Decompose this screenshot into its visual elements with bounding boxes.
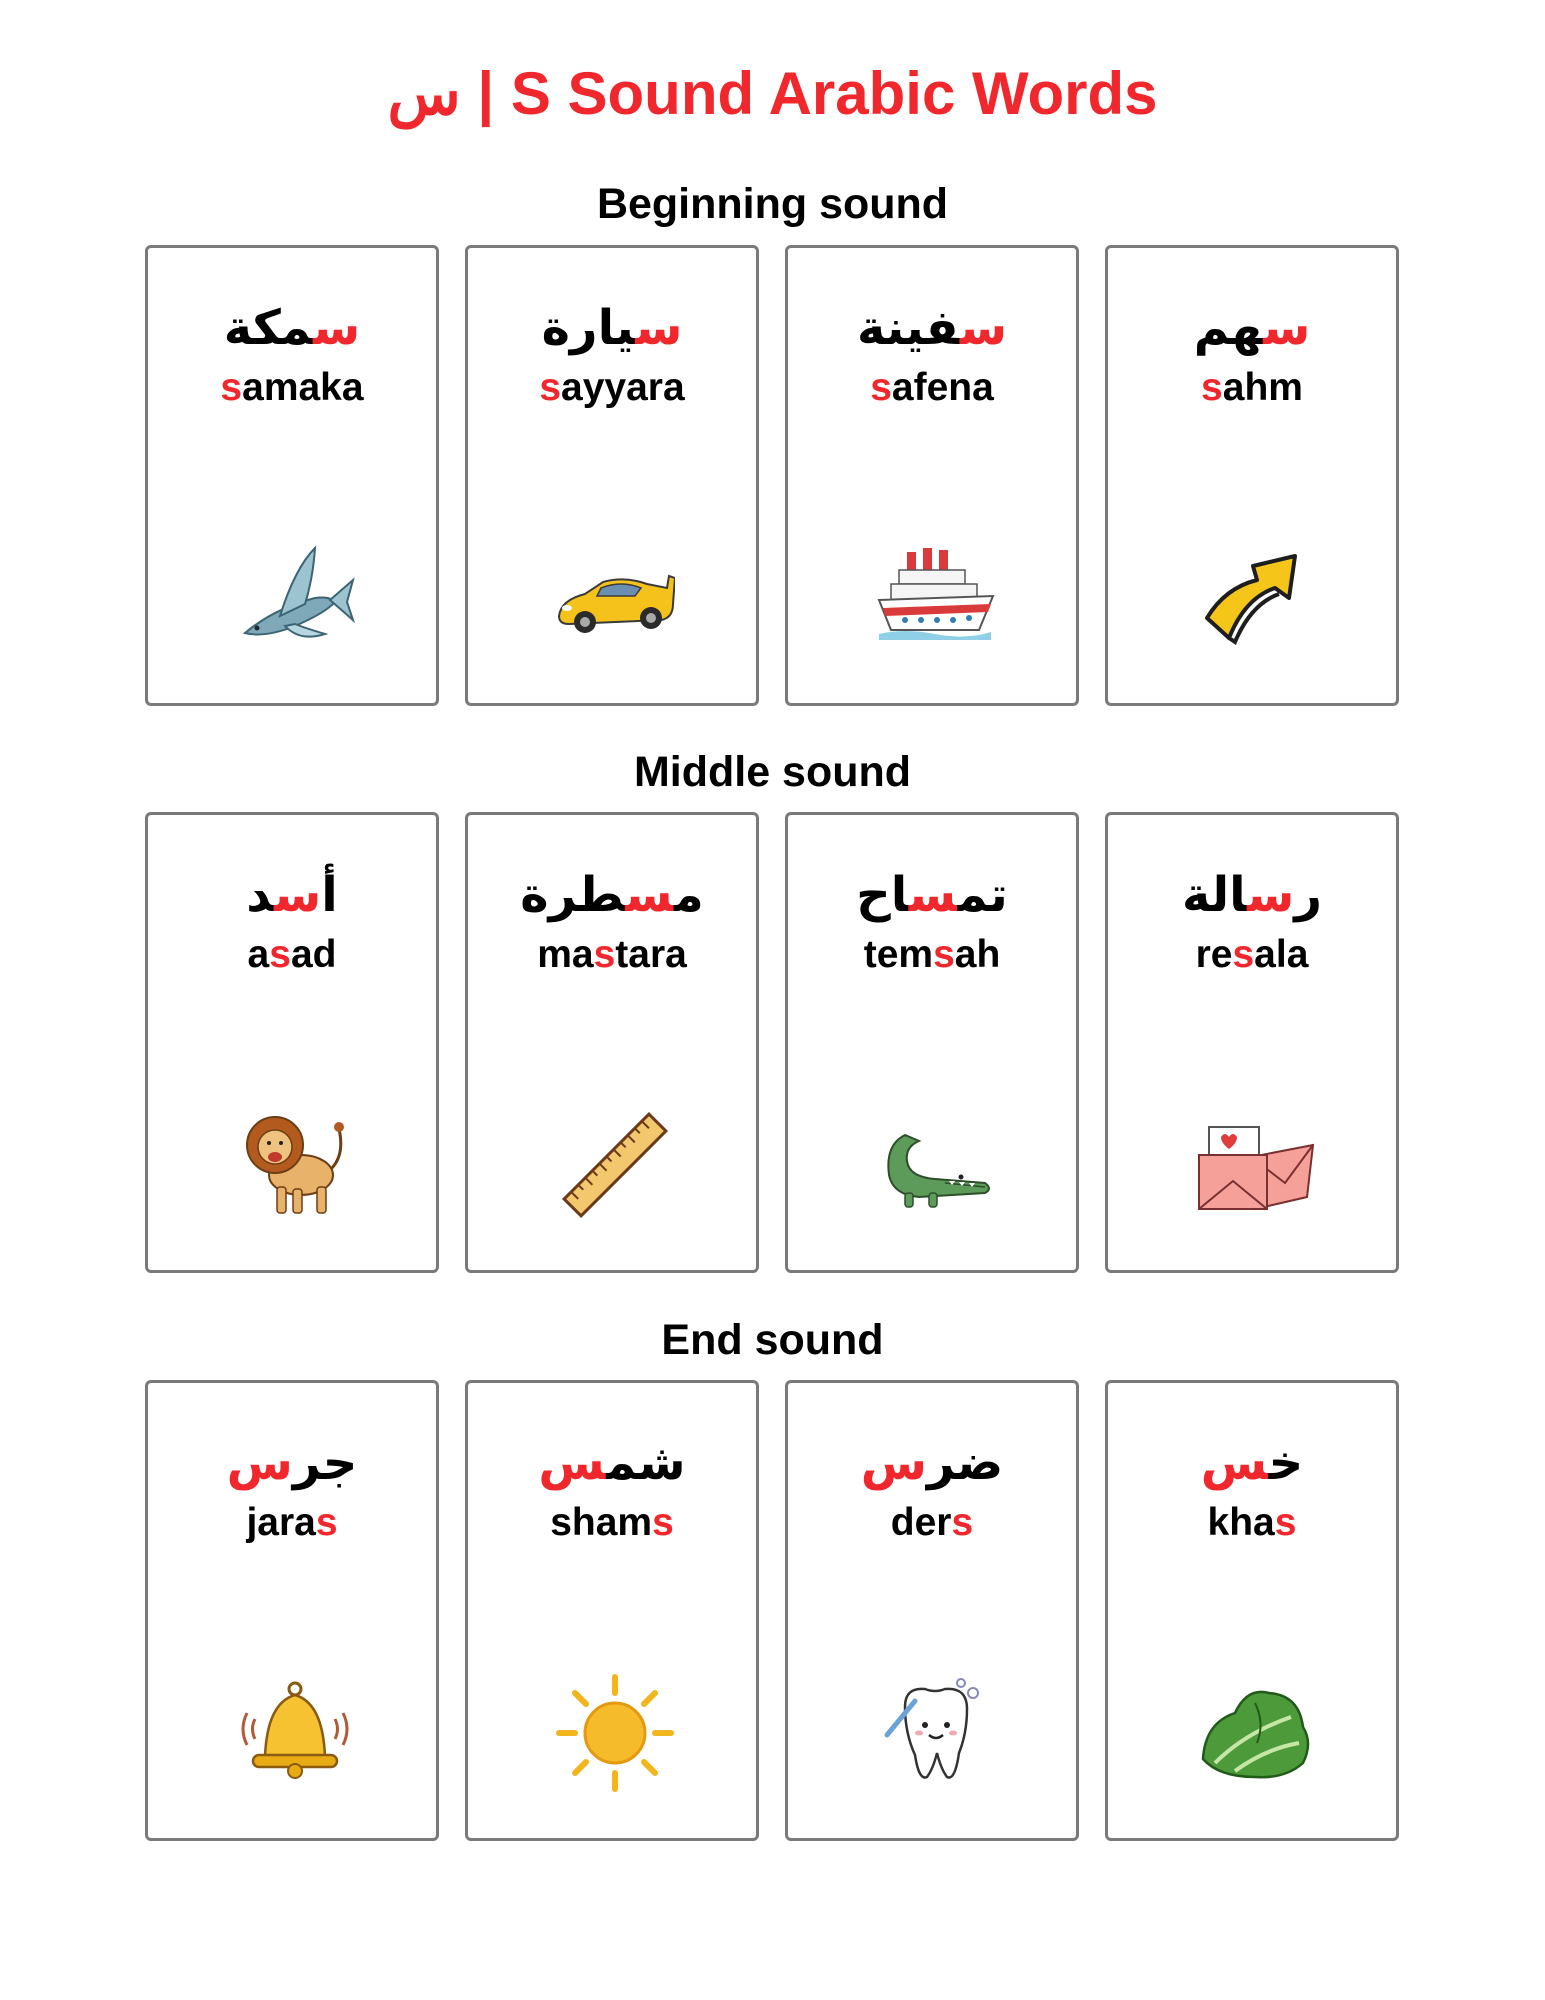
crocodile-icon	[875, 1105, 995, 1225]
arabic-word: رسالة	[1182, 867, 1322, 923]
tooth-icon	[875, 1673, 995, 1793]
word-card-temsah	[785, 812, 1079, 1273]
fish-icon	[235, 538, 355, 658]
transliteration: shams	[550, 1501, 674, 1544]
arabic-word: سمكة	[223, 300, 361, 356]
word-card-mastara	[465, 812, 759, 1273]
transliteration: safena	[870, 366, 994, 409]
word-card-resala	[1105, 812, 1399, 1273]
transliteration: khas	[1207, 1501, 1297, 1544]
arrow-icon	[1195, 538, 1315, 658]
arabic-word: سهم	[1193, 300, 1311, 356]
word-card-khas	[1105, 1380, 1399, 1841]
word-card-safena	[785, 245, 1079, 706]
envelope-icon	[1195, 1105, 1315, 1225]
arabic-word: شمس	[538, 1435, 686, 1491]
arabic-word: مسطرة	[520, 867, 704, 923]
section-heading-end: End sound	[661, 1316, 884, 1364]
ship-icon	[875, 538, 995, 658]
arabic-word: خس	[1200, 1435, 1304, 1491]
transliteration: jaras	[246, 1501, 338, 1544]
sun-icon	[555, 1673, 675, 1793]
arabic-word: سيارة	[541, 300, 683, 356]
word-card-shams	[465, 1380, 759, 1841]
transliteration: sayyara	[539, 366, 685, 409]
bell-icon	[235, 1673, 355, 1793]
arabic-word: تمساح	[856, 867, 1008, 923]
word-card-jaras	[145, 1380, 439, 1841]
lion-icon	[235, 1105, 355, 1225]
page-title: س | S Sound Arabic Words	[387, 60, 1158, 127]
word-card-sayyara	[465, 245, 759, 706]
transliteration: resala	[1195, 933, 1309, 976]
section-heading-beginning: Beginning sound	[596, 180, 949, 228]
arabic-word: سفينة	[856, 300, 1008, 356]
transliteration: asad	[247, 933, 337, 976]
transliteration: sahm	[1201, 366, 1303, 409]
word-card-ders	[785, 1380, 1079, 1841]
ruler-icon	[555, 1105, 675, 1225]
arabic-word: جرس	[226, 1435, 358, 1491]
word-card-asad	[145, 812, 439, 1273]
transliteration: samaka	[220, 366, 364, 409]
word-card-sahm	[1105, 245, 1399, 706]
word-card-samaka	[145, 245, 439, 706]
arabic-word: ضرس	[860, 1435, 1004, 1491]
car-icon	[555, 538, 675, 658]
transliteration: temsah	[863, 933, 1001, 976]
transliteration: mastara	[537, 933, 687, 976]
arabic-word: أسد	[246, 867, 338, 923]
lettuce-icon	[1195, 1673, 1315, 1793]
section-heading-middle: Middle sound	[633, 748, 912, 796]
transliteration: ders	[890, 1501, 974, 1544]
